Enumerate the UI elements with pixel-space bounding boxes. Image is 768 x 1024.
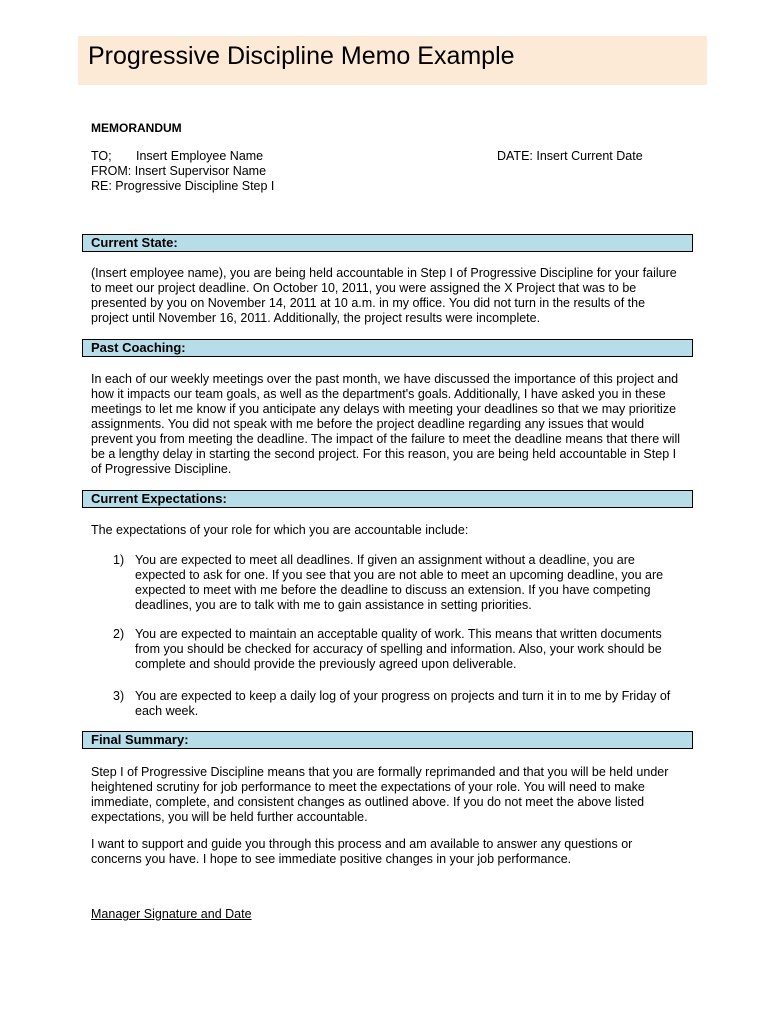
memorandum-label: MEMORANDUM xyxy=(91,121,182,135)
past-coaching-text: In each of our weekly meetings over the past month, we have discussed the importance of this project and how it impacts our team goals, as well as the department's goals. Additionally, I have asked you in these meetings to let me know if you anticipate any delays with meeting your deadlines so that we may prioritize assignments. You did not speak with me before the project deadline regarding any issues that would prevent you from meeting the deadline. The impact of the failure to meet the deadline means that there will be a lengthy delay in starting the second project. For this reason, you are being held accountable in Step I of Progressive Discipline. xyxy=(91,372,680,476)
to-label: TO; xyxy=(91,149,112,163)
list-item-text: You are expected to keep a daily log of your progress on projects and turn it in to me by Friday of each week. xyxy=(135,689,671,718)
list-item-text: You are expected to meet all deadlines. If given an assignment without a deadline, you are expected to ask for one. If you see that you are not able to meet an upcoming deadline, you are expected to meet with me before the deadline to discuss an extension. If you have competing deadlines, you are to talk with me to gain assistance in setting priorities. xyxy=(135,553,664,612)
list-item-number: 2) xyxy=(113,627,125,641)
list-item-number: 3) xyxy=(113,689,125,703)
list-item-text: You are expected to maintain an acceptable quality of work. This means that written documents from you should be checked for accuracy of spelling and information. Also, your work should be complete and should provide the previously agreed upon deliverable. xyxy=(135,627,662,671)
re-line: RE: Progressive Discipline Step I xyxy=(91,179,275,193)
to-line xyxy=(91,149,263,164)
closing-text: I want to support and guide you through this process and am available to answer any questions or concerns you have. I hope to see immediate positive changes in your job performance. xyxy=(91,837,633,866)
from-line: FROM: Insert Supervisor Name xyxy=(91,164,267,178)
current-state-text: (Insert employee name), you are being held accountable in Step I of Progressive Discipline for your failure to meet our project deadline. On October 10, 2011, you were assigned the X Project that was to be presented by you on November 14, 2011 at 10 a.m. in my office. You did not turn in the results of the project until November 16, 2011. Additionally, the project results were incomplete. xyxy=(91,266,677,325)
title-banner xyxy=(78,36,707,85)
expectations-intro: The expectations of your role for which you are accountable include: xyxy=(91,523,469,537)
list-item-number: 1) xyxy=(113,553,125,567)
to-value: Insert Employee Name xyxy=(136,149,264,163)
heading-past-coaching: Past Coaching: xyxy=(82,339,693,357)
heading-current-state: Current State: xyxy=(82,234,693,252)
heading-current-expectations: Current Expectations: xyxy=(82,490,693,508)
manager-signature-line: Manager Signature and Date xyxy=(91,907,252,921)
heading-final-summary: Final Summary: xyxy=(82,731,693,749)
page-title: Progressive Discipline Memo Example xyxy=(88,42,515,70)
final-summary-text: Step I of Progressive Discipline means that you are formally reprimanded and that you will be held under heightened scrutiny for job performance to meet the expectations of your role. You will need to make immediate, complete, and consistent changes as outlined above. If you do not meet the above listed expectations, you will be held further accountable. xyxy=(91,765,669,824)
date-line: DATE: Insert Current Date xyxy=(497,149,643,163)
